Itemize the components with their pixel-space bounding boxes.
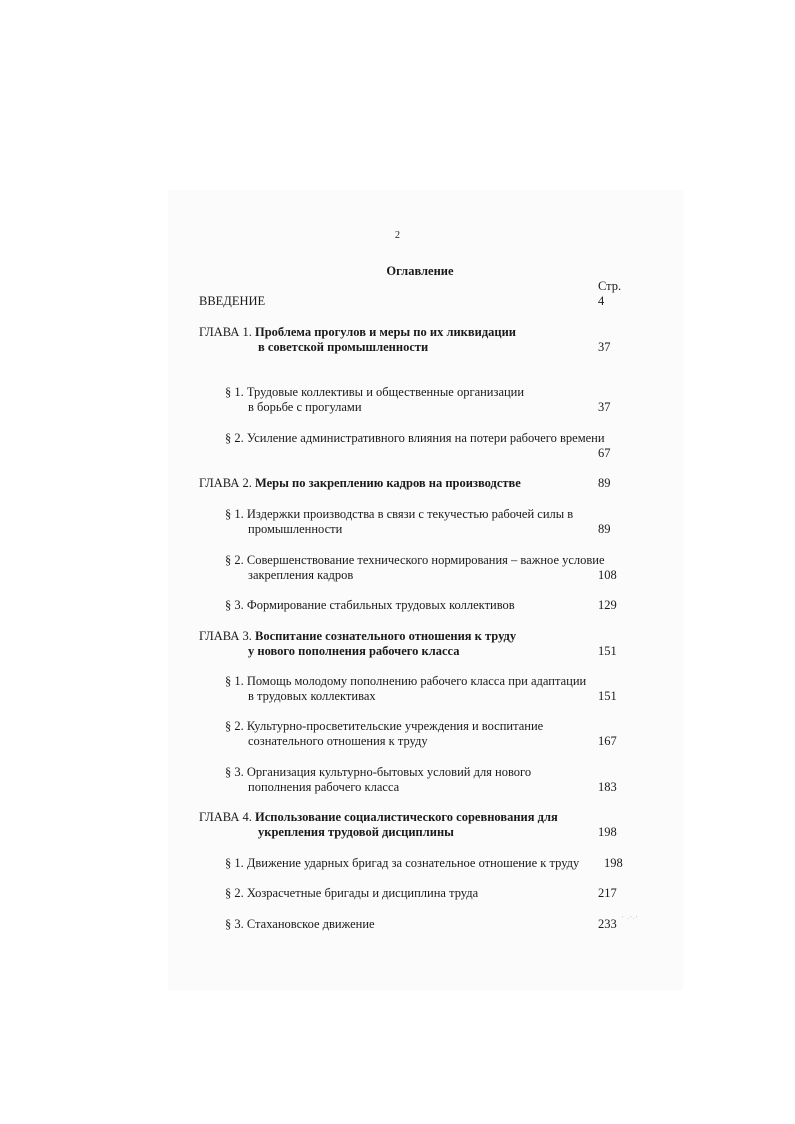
chapter-1-prefix: ГЛАВА 1. bbox=[199, 325, 255, 339]
chapter-1-section-1-page: 37 bbox=[598, 400, 611, 414]
chapter-3-section-2[interactable]: § 2. Культурно-просветительские учреждения и воспитание bbox=[225, 719, 544, 733]
chapter-4-section-1[interactable]: § 1. Движение ударных бригад за сознательное отношение к труду bbox=[225, 856, 580, 870]
chapter-1-heading[interactable] bbox=[199, 325, 516, 340]
chapter-1-section-2-page: 67 bbox=[598, 446, 611, 460]
chapter-2-section-1-page: 89 bbox=[598, 522, 611, 536]
chapter-4-section-1-page: 198 bbox=[604, 856, 623, 870]
chapter-3-section-1[interactable]: § 1. Помощь молодому пополнению рабочего класса при адаптации bbox=[225, 674, 587, 688]
chapter-2-heading[interactable] bbox=[199, 476, 521, 491]
chapter-3-page: 151 bbox=[598, 644, 617, 658]
chapter-4-title: Использование социалистического соревнования для bbox=[255, 810, 558, 824]
chapter-2-section-1-cont: промышленности bbox=[248, 522, 343, 536]
chapter-3-heading[interactable] bbox=[199, 629, 516, 644]
chapter-2-section-2-page: 108 bbox=[598, 568, 617, 582]
chapter-3-prefix: ГЛАВА 3. bbox=[199, 629, 255, 643]
chapter-3-title: Воспитание сознательного отношения к труду bbox=[255, 629, 517, 643]
chapter-3-section-3-page: 183 bbox=[598, 780, 617, 794]
chapter-3-section-1-cont: в трудовых коллективах bbox=[248, 689, 376, 703]
chapter-1-section-1[interactable]: § 1. Трудовые коллективы и общественные организации bbox=[225, 385, 525, 399]
chapter-2-section-3[interactable]: § 3. Формирование стабильных трудовых коллективов bbox=[225, 598, 515, 612]
chapter-1-section-2[interactable]: § 2. Усиление административного влияния на потери рабочего времени bbox=[225, 431, 605, 445]
chapter-2-page: 89 bbox=[598, 476, 611, 490]
chapter-3-title-cont: у нового пополнения рабочего класса bbox=[248, 644, 460, 658]
chapter-3-section-2-page: 167 bbox=[598, 734, 617, 748]
chapter-2-title: Меры по закреплению кадров на производстве bbox=[255, 476, 521, 490]
toc-intro-page: 4 bbox=[598, 294, 605, 308]
chapter-3-section-2-cont: сознательного отношения к труду bbox=[248, 734, 428, 748]
chapter-2-prefix: ГЛАВА 2. bbox=[199, 476, 255, 490]
chapter-2-section-2[interactable]: § 2. Совершенствование технического нормирования – важное условие bbox=[225, 553, 605, 567]
toc-intro-label[interactable]: ВВЕДЕНИЕ bbox=[199, 294, 266, 308]
toc-title: Оглавление bbox=[386, 264, 454, 278]
chapter-4-section-3-page: 233 bbox=[598, 917, 617, 931]
chapter-1-title: Проблема прогулов и меры по их ликвидации bbox=[255, 325, 517, 339]
chapter-4-section-2[interactable]: § 2. Хозрасчетные бригады и дисциплина труда bbox=[225, 886, 479, 900]
chapter-1-section-1-cont: в борьбе с прогулами bbox=[248, 400, 362, 414]
chapter-4-section-2-page: 217 bbox=[598, 886, 617, 900]
page-column-header: Стр. bbox=[598, 279, 622, 293]
chapter-1-page: 37 bbox=[598, 340, 611, 354]
chapter-4-page: 198 bbox=[598, 825, 617, 839]
chapter-3-section-3[interactable]: § 3. Организация культурно-бытовых условий для нового bbox=[225, 765, 532, 779]
chapter-2-section-3-page: 129 bbox=[598, 598, 617, 612]
chapter-4-heading[interactable] bbox=[199, 810, 558, 825]
page-number: 2 bbox=[395, 230, 400, 241]
chapter-2-section-1[interactable]: § 1. Издержки производства в связи с текучестью рабочей силы в bbox=[225, 507, 574, 521]
scan-artifact: ' ·'·' bbox=[622, 915, 639, 923]
chapter-4-title-cont: укрепления трудовой дисциплины bbox=[258, 825, 454, 839]
chapter-2-section-2-cont: закрепления кадров bbox=[248, 568, 354, 582]
chapter-4-section-3[interactable]: § 3. Стахановское движение bbox=[225, 917, 375, 931]
chapter-3-section-3-cont: пополнения рабочего класса bbox=[248, 780, 400, 794]
chapter-3-section-1-page: 151 bbox=[598, 689, 617, 703]
chapter-4-prefix: ГЛАВА 4. bbox=[199, 810, 255, 824]
chapter-1-title-cont: в советской промышленности bbox=[258, 340, 429, 354]
